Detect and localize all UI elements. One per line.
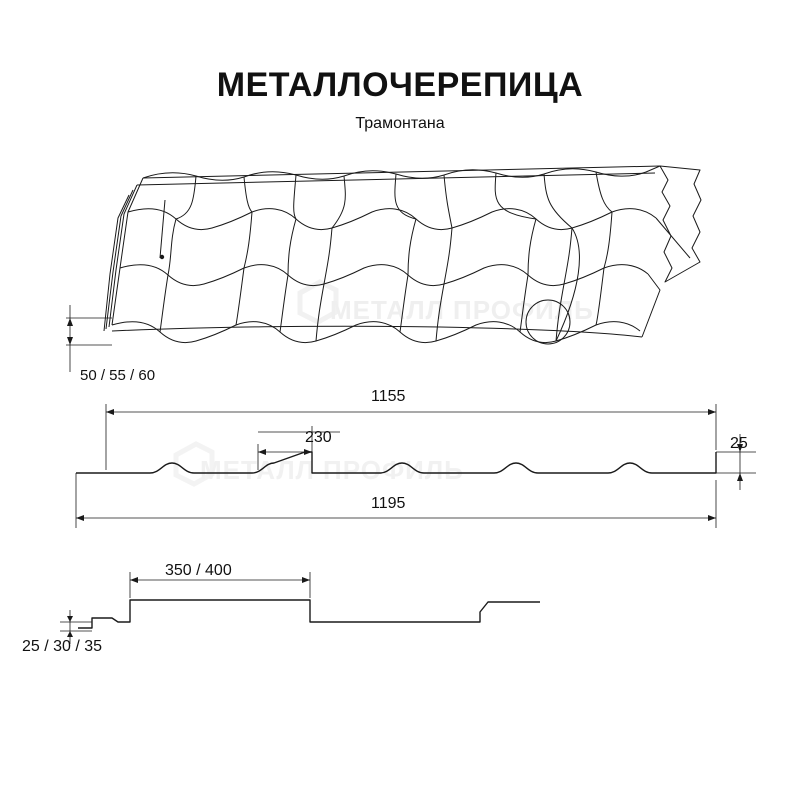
label-25-30-35: 25 / 30 / 35 xyxy=(22,638,103,655)
label-350-400: 350 / 400 xyxy=(165,562,232,579)
label-25-wave-height: 25 xyxy=(730,435,748,452)
dim-1155 xyxy=(106,404,716,470)
perspective-view xyxy=(104,166,701,344)
label-1195: 1195 xyxy=(371,495,406,512)
dim-perspective-height xyxy=(66,305,112,372)
label-1155: 1155 xyxy=(371,388,406,405)
watermark-top: МЕТАЛЛ ПРОФИЛЬ xyxy=(330,295,594,325)
profile-section-view xyxy=(76,452,716,473)
side-step-view xyxy=(78,600,540,628)
watermark-bottom: МЕТАЛЛ ПРОФИЛЬ xyxy=(200,455,464,485)
page-subtitle: Трамонтана xyxy=(355,115,445,132)
page-title: МЕТАЛЛОЧЕРЕПИЦА xyxy=(216,66,584,104)
label-perspective-height: 50 / 55 / 60 xyxy=(80,367,156,384)
label-230: 230 xyxy=(305,429,332,446)
